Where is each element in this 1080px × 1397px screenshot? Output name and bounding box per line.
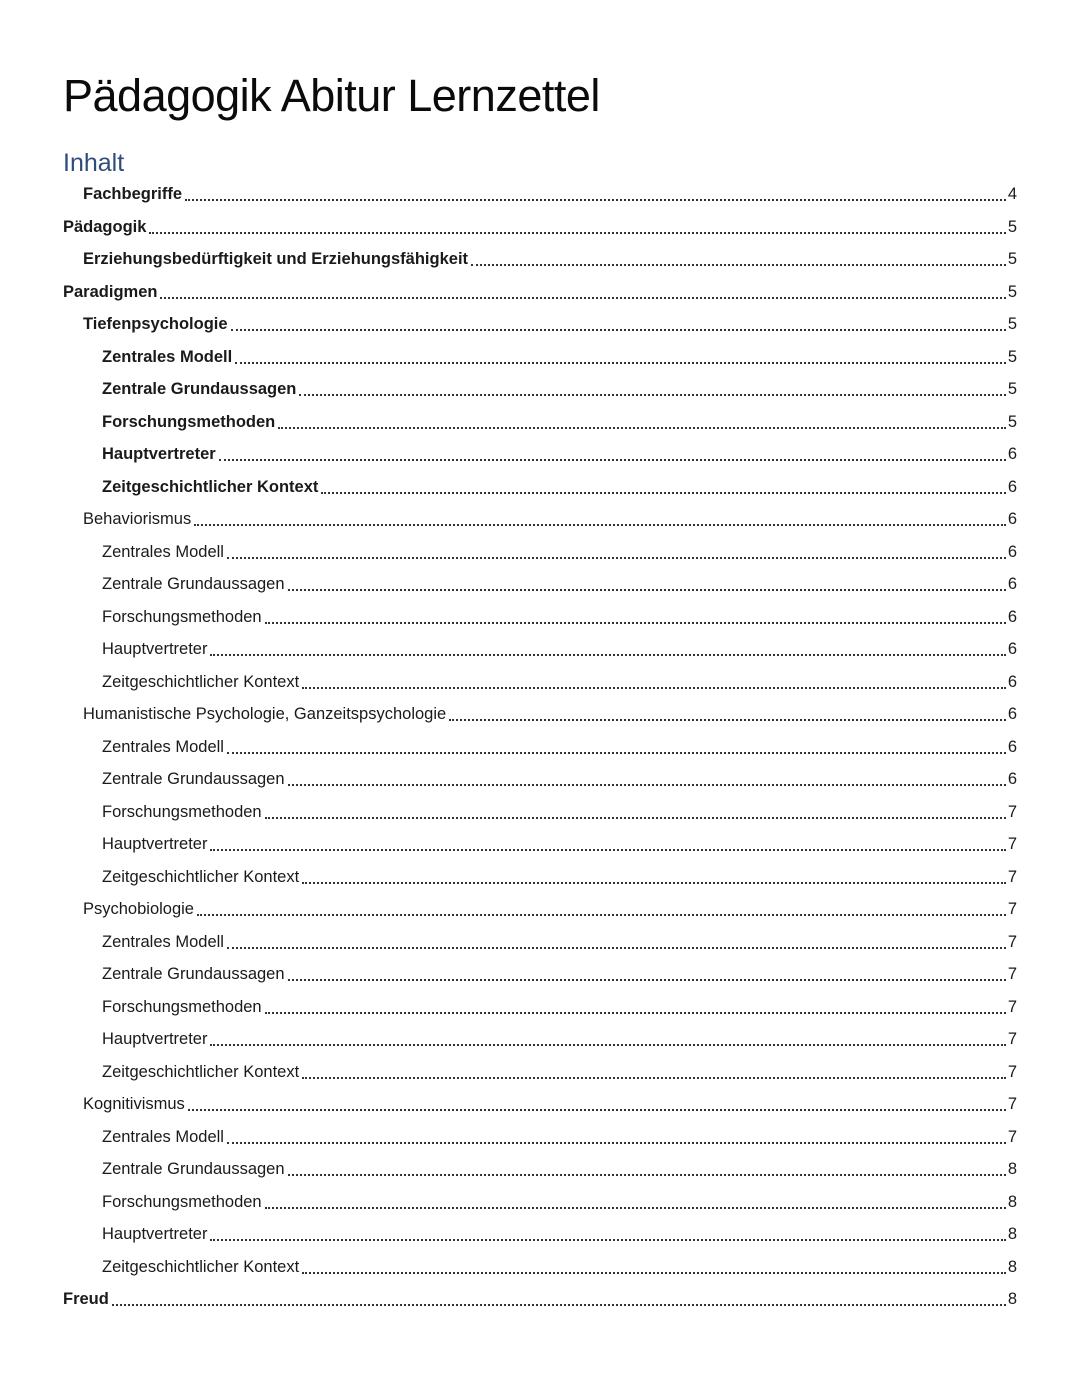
- toc-page-number: 7: [1007, 1127, 1017, 1146]
- toc-entry-label: Zentrales Modell: [102, 1127, 224, 1146]
- toc-entry-label: Hauptvertreter: [102, 640, 208, 658]
- toc-dot-leader: [112, 1304, 1006, 1306]
- toc-entry[interactable]: [63, 1088, 1017, 1121]
- toc-entry[interactable]: [63, 178, 1017, 211]
- toc-entry[interactable]: [63, 796, 1017, 829]
- toc-page-number: 5: [1007, 380, 1017, 398]
- toc-dot-leader: [471, 264, 1006, 266]
- toc-entry[interactable]: [63, 536, 1017, 569]
- toc-entry[interactable]: [63, 568, 1017, 601]
- toc-entry-label: Forschungsmethoden: [102, 412, 276, 431]
- toc-entry[interactable]: [63, 991, 1017, 1024]
- toc-page-number: 8: [1007, 1160, 1017, 1178]
- toc-entry[interactable]: [63, 926, 1017, 959]
- toc-dot-leader: [185, 199, 1006, 201]
- toc-dot-leader: [302, 1077, 1006, 1079]
- toc-entry-label: Freud: [63, 1290, 109, 1308]
- toc-dot-leader: [227, 947, 1006, 949]
- toc-page-number: 5: [1007, 315, 1017, 333]
- toc-entry[interactable]: [63, 1251, 1017, 1284]
- toc-page-number: 5: [1007, 412, 1017, 431]
- toc-page-number: 6: [1007, 575, 1017, 593]
- toc-entry[interactable]: [63, 958, 1017, 991]
- toc-entry-label: Hauptvertreter: [102, 445, 216, 463]
- toc-entry-label: Fachbegriffe: [83, 185, 183, 203]
- toc-dot-leader: [302, 882, 1006, 884]
- toc-dot-leader: [227, 557, 1006, 559]
- toc-entry-label: Paradigmen: [63, 282, 158, 301]
- toc-entry[interactable]: [63, 1153, 1017, 1186]
- toc-entry[interactable]: [63, 276, 1017, 309]
- toc-page-number: 5: [1007, 217, 1017, 236]
- toc-entry[interactable]: [63, 1056, 1017, 1089]
- toc-entry[interactable]: [63, 438, 1017, 471]
- toc-page-number: 5: [1007, 250, 1017, 268]
- toc-entry[interactable]: [63, 243, 1017, 276]
- toc-dot-leader: [219, 459, 1006, 461]
- toc-entry-label: Kognitivismus: [83, 1095, 185, 1113]
- toc-page-number: 6: [1007, 607, 1017, 626]
- toc-page-number: 7: [1007, 900, 1017, 918]
- toc-entry-label: Hauptvertreter: [102, 1225, 208, 1243]
- toc-entry[interactable]: [63, 1186, 1017, 1219]
- toc-dot-leader: [197, 914, 1006, 916]
- toc-dot-leader: [299, 394, 1005, 396]
- toc-entry[interactable]: [63, 828, 1017, 861]
- toc-page-number: 7: [1007, 1030, 1017, 1048]
- toc-entry-label: Zentrale Grundaussagen: [102, 770, 285, 788]
- toc-entry[interactable]: [63, 601, 1017, 634]
- toc-entry-label: Behaviorismus: [83, 510, 192, 528]
- toc-page-number: 6: [1007, 542, 1017, 561]
- toc-entry[interactable]: [63, 471, 1017, 504]
- document-title: Pädagogik Abitur Lernzettel: [63, 70, 600, 121]
- toc-entry[interactable]: [63, 1283, 1017, 1316]
- toc-entry[interactable]: [63, 503, 1017, 536]
- toc-entry[interactable]: [63, 211, 1017, 244]
- toc-entry-label: Forschungsmethoden: [102, 607, 262, 626]
- toc-dot-leader: [227, 1142, 1006, 1144]
- toc-dot-leader: [210, 849, 1005, 851]
- toc-page-number: 7: [1007, 1095, 1017, 1113]
- toc-dot-leader: [278, 427, 1006, 429]
- toc-page-number: 8: [1007, 1192, 1017, 1211]
- toc-entry[interactable]: [63, 341, 1017, 374]
- toc-page-number: 7: [1007, 1062, 1017, 1081]
- toc-entry-label: Hauptvertreter: [102, 835, 208, 853]
- toc-entry[interactable]: [63, 1023, 1017, 1056]
- toc-dot-leader: [302, 1272, 1006, 1274]
- toc-entry-label: Forschungsmethoden: [102, 997, 262, 1016]
- toc-dot-leader: [265, 817, 1006, 819]
- toc-page-number: 5: [1007, 347, 1017, 366]
- toc-entry-label: Zentrale Grundaussagen: [102, 380, 297, 398]
- toc-entry[interactable]: [63, 308, 1017, 341]
- toc-dot-leader: [302, 687, 1006, 689]
- toc-dot-leader: [231, 329, 1006, 331]
- toc-page-number: 7: [1007, 997, 1017, 1016]
- toc-entry-label: Psychobiologie: [83, 900, 194, 918]
- toc-entry-label: Humanistische Psychologie, Ganzeitspsychologie: [83, 705, 447, 723]
- toc-entry-label: Zentrale Grundaussagen: [102, 575, 285, 593]
- toc-page-number: 8: [1007, 1257, 1017, 1276]
- toc-entry[interactable]: [63, 666, 1017, 699]
- toc-entry[interactable]: [63, 861, 1017, 894]
- toc-entry-label: Tiefenpsychologie: [83, 315, 228, 333]
- toc-page-number: 6: [1007, 705, 1017, 723]
- toc-dot-leader: [449, 719, 1006, 721]
- toc-page-number: 7: [1007, 802, 1017, 821]
- toc-entry-label: Hauptvertreter: [102, 1030, 208, 1048]
- toc-page-number: 8: [1007, 1290, 1017, 1308]
- toc-dot-leader: [188, 1109, 1006, 1111]
- toc-page-number: 6: [1007, 770, 1017, 788]
- toc-entry-label: Zeitgeschichtlicher Kontext: [102, 867, 300, 886]
- toc-page-number: 7: [1007, 835, 1017, 853]
- toc-page-number: 7: [1007, 932, 1017, 951]
- toc-entry[interactable]: [63, 1218, 1017, 1251]
- toc-dot-leader: [265, 622, 1006, 624]
- toc-page-number: 7: [1007, 867, 1017, 886]
- toc-entry-label: Zentrales Modell: [102, 932, 224, 951]
- toc-dot-leader: [160, 297, 1005, 299]
- toc-page-number: 6: [1007, 477, 1017, 496]
- toc-entry-label: Zentrale Grundaussagen: [102, 965, 285, 983]
- toc-entry-label: Zeitgeschichtlicher Kontext: [102, 1062, 300, 1081]
- toc-entry-label: Zeitgeschichtlicher Kontext: [102, 672, 300, 691]
- toc-entry[interactable]: [63, 633, 1017, 666]
- toc-dot-leader: [265, 1012, 1006, 1014]
- toc-entry[interactable]: [63, 763, 1017, 796]
- toc-page-number: 6: [1007, 737, 1017, 756]
- toc-dot-leader: [210, 1044, 1005, 1046]
- toc-page-number: 6: [1007, 672, 1017, 691]
- toc-page-number: 6: [1007, 445, 1017, 463]
- toc-entry-label: Pädagogik: [63, 217, 147, 236]
- toc-entry-label: Erziehungsbedürftigkeit und Erziehungsfähigkeit: [83, 250, 469, 268]
- toc-dot-leader: [235, 362, 1006, 364]
- toc-entry[interactable]: [63, 893, 1017, 926]
- toc-dot-leader: [321, 492, 1005, 494]
- toc-entry-label: Forschungsmethoden: [102, 1192, 262, 1211]
- toc-entry-label: Zeitgeschichtlicher Kontext: [102, 1257, 300, 1276]
- toc-entry[interactable]: [63, 406, 1017, 439]
- toc-page-number: 8: [1007, 1225, 1017, 1243]
- toc-dot-leader: [227, 752, 1006, 754]
- toc-entry-label: Forschungsmethoden: [102, 802, 262, 821]
- toc-entry[interactable]: [63, 1121, 1017, 1154]
- toc-dot-leader: [265, 1207, 1006, 1209]
- toc-entry[interactable]: [63, 731, 1017, 764]
- toc-page-number: 7: [1007, 965, 1017, 983]
- toc-dot-leader: [288, 1174, 1006, 1176]
- toc-page-number: 4: [1007, 185, 1017, 203]
- toc-dot-leader: [288, 784, 1006, 786]
- toc-entry-label: Zentrale Grundaussagen: [102, 1160, 285, 1178]
- toc-dot-leader: [149, 232, 1005, 234]
- toc-page-number: 6: [1007, 640, 1017, 658]
- toc-page-number: 5: [1007, 282, 1017, 301]
- toc-dot-leader: [194, 524, 1006, 526]
- toc-dot-leader: [210, 654, 1005, 656]
- toc-entry-label: Zeitgeschichtlicher Kontext: [102, 477, 319, 496]
- toc-dot-leader: [288, 979, 1006, 981]
- toc-entry[interactable]: [63, 373, 1017, 406]
- toc-entry-label: Zentrales Modell: [102, 737, 224, 756]
- toc-page-number: 6: [1007, 510, 1017, 528]
- toc-entry-label: Zentrales Modell: [102, 347, 233, 366]
- toc-entry-label: Zentrales Modell: [102, 542, 224, 561]
- toc-entry[interactable]: [63, 698, 1017, 731]
- toc-dot-leader: [210, 1239, 1005, 1241]
- toc-dot-leader: [288, 589, 1006, 591]
- toc-heading: Inhalt: [63, 149, 125, 177]
- table-of-contents: [63, 178, 1017, 1316]
